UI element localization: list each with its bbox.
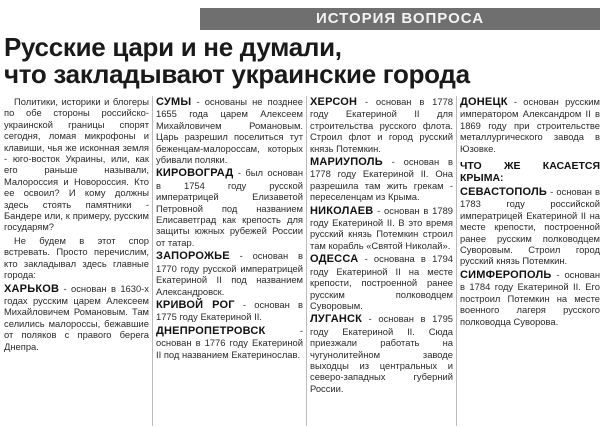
- city-entry-nikolaev: [310, 205, 453, 252]
- city-text: - основан в 1778 году Екатериной II для строительства русского флота. Строил флот и город русский князь Потемкин.: [310, 96, 453, 154]
- city-entry-odessa: [310, 253, 453, 311]
- city-name: ЛУГАНСК: [310, 313, 363, 326]
- city-name: КИРОВОГРАД: [156, 167, 234, 180]
- intro-paragraph: Политики, историки и блогеры по обе стороны российско-украинской границы спорят сегодня, ломая микрофоны и клавиши, чья же исконная земля - юго-восток Украины, или, как его раньше называли, Малороссия и Новороссия. Кто ее освоил? И кому должны здесь стоять памятники - Бандере или, к примеру, русским государям?: [4, 96, 149, 233]
- city-name: ЗАПОРОЖЬЕ: [156, 250, 230, 263]
- city-entry-sumy: [156, 96, 303, 165]
- city-name: ОДЕССА: [310, 253, 359, 266]
- crimea-subheading: ЧТО ЖЕ КАСАЕТСЯ КРЫМА:: [460, 160, 600, 185]
- city-name: СИМФЕРОПОЛЬ: [460, 268, 552, 281]
- column-divider: [152, 96, 153, 426]
- city-name: СУМЫ: [156, 96, 192, 108]
- headline-line-2: что закладывают украинские города: [4, 59, 470, 89]
- city-name: ДНЕПРОПЕТРОВСК: [156, 324, 266, 337]
- column-3: [310, 96, 453, 426]
- city-text: - основана в 1794 году Екатериной II на месте крепости, построенной ранее русским полководцем Суворовым.: [310, 253, 453, 311]
- city-name: ХЕРСОН: [310, 96, 358, 108]
- city-entry-kirovograd: [156, 167, 303, 248]
- city-entry-simferopol: [460, 269, 600, 327]
- city-entry-sevastopol: [460, 186, 600, 267]
- city-name: КРИВОЙ РОГ: [156, 298, 235, 311]
- city-name: СЕВАСТОПОЛЬ: [460, 186, 548, 199]
- city-text: - основан в 1784 году Екатериной II. Его построил Потемкин на месте военного лагеря русского полководца Суворова.: [460, 268, 600, 327]
- city-text: - основаны не позднее 1655 года царем Алексеем Михайловичем Романовым. Царь разрешил поселиться тут беженцам-малороссам, которых убивали поляки.: [156, 96, 303, 166]
- city-entry-zaporozhye: [156, 250, 303, 297]
- headline-line-1: Русские цари и не думали,: [4, 32, 342, 62]
- city-text: - основан в 1783 году российской императрицей Екатериной II на месте крепости, построенной ранее русским полководцем Суворовым. Строил город русский князь Потемкин.: [460, 186, 600, 267]
- city-text: - основан в 1778 году Екатериной II. Она разрешила там жить грекам - переселенцам из Крыма.: [310, 156, 453, 203]
- city-entry-donetsk: [460, 96, 600, 154]
- column-divider: [456, 96, 457, 426]
- column-divider: [306, 96, 307, 426]
- city-text: - основан русским императором Александром II в 1869 году при строительстве металлургического завода в Юзовке.: [460, 96, 600, 154]
- city-text: - основан в 1775 году Екатериной II.: [156, 298, 303, 323]
- section-rubric: ИСТОРИЯ ВОПРОСА: [200, 8, 600, 30]
- city-entry-dnepropetrovsk: [156, 325, 303, 360]
- article-body: [4, 96, 600, 426]
- column-4: [460, 96, 600, 426]
- city-text: - основан в 1630-х годах русским царем Алексеем Михайловичем Романовым. Там селились малороссы, бежавшие от поляков с правого берега Днепра.: [4, 282, 149, 352]
- city-entry-krivoy-rog: [156, 299, 303, 323]
- city-name: ХАРЬКОВ: [4, 282, 60, 295]
- column-2: [156, 96, 303, 426]
- city-entry-kherson: [310, 96, 453, 154]
- city-text: - был основан в 1754 году русской императрицей Елизаветой Петровной под названием Елисаветград как крепость для защиты южных рубежей России от татар.: [156, 167, 303, 248]
- city-text: - основан в 1770 году русской императрицей Екатериной II под названием Александровск.: [156, 250, 303, 297]
- article-headline: [4, 34, 600, 88]
- city-text: - основан в 1776 году Екатериной II под названием Екатеринослав.: [156, 324, 303, 360]
- city-name: МАРИУПОЛЬ: [310, 156, 383, 169]
- city-name: ДОНЕЦК: [460, 96, 508, 108]
- city-text: - основан в 1789 году Екатериной II. В это время русский князь Потемкин строил там корабль «Святой Николай».: [310, 204, 453, 251]
- city-entry-mariupol: [310, 156, 453, 203]
- column-1: [4, 96, 149, 426]
- city-entry-lugansk: [310, 313, 453, 394]
- city-text: - основан в 1795 году Екатериной II. Сюда приезжали работать на чугунолитейном заводе выходцы из центральных и северо-западных губерний России.: [310, 313, 453, 394]
- intro-paragraph: Не будем в этот спор встревать. Просто перечислим, кто закладывал здесь главные города:: [4, 234, 149, 281]
- city-name: НИКОЛАЕВ: [310, 204, 374, 217]
- city-entry-kharkov: [4, 283, 149, 352]
